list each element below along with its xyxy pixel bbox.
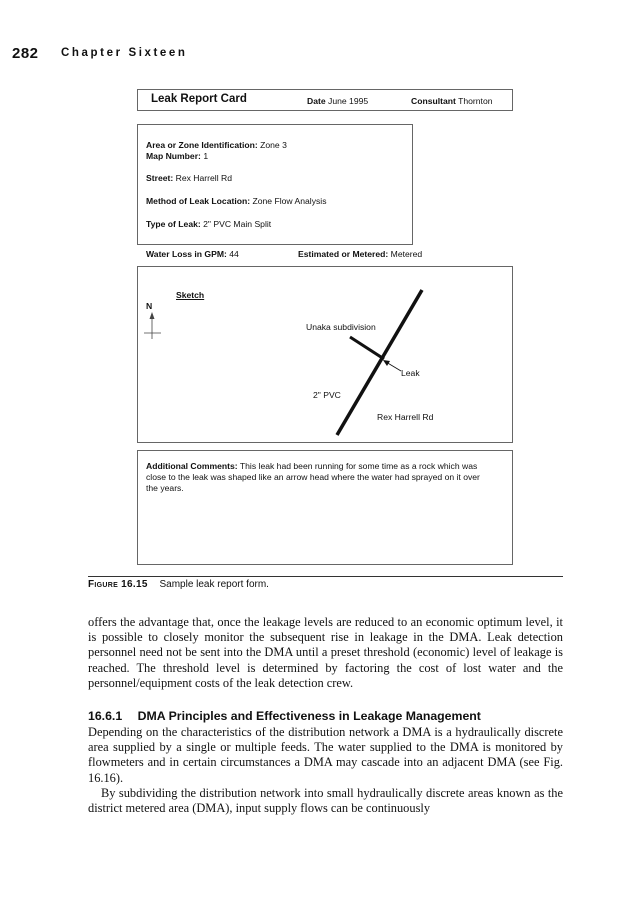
street-label: Street: [146,173,174,183]
body-paragraph-2 [88,725,563,816]
chapter-title: Chapter Sixteen [61,47,188,59]
comments-line-1 [146,461,477,472]
paragraph-1: offers the advantage that, once the leakage levels are reduced to an economic optimum level, it is possible to closely monitor the subsequent rise in leakage in the DMA. Leak detection personnel need not be sent into the DMA until a preset threshold (economic) level of leakage is reached. The threshold level is determined by factoring the cost of lost water and the personnel/equipment costs of the leak detection crew. [88,615,563,690]
type-label: Type of Leak: [146,219,201,229]
estimated-field [298,249,422,260]
consultant-field [411,96,493,107]
map-number-field [146,151,208,162]
pvc-label: 2" PVC [313,390,341,400]
sketch-box [137,266,513,443]
type-value: 2" PVC Main Split [203,219,272,229]
section-title: DMA Principles and Effectiveness in Leakage Management [137,709,481,723]
method-field [146,196,327,207]
water-loss-value: 44 [229,249,239,259]
paragraph-2: Depending on the characteristics of the distribution network a DMA is a hydraulically discrete area supplied by a single or multiple feeds. The water supplied to the DMA is monitored by flowmeters and in certain circumstances a DMA may cascade into an adjacent DMA (see Fig. 16.16). [88,725,563,785]
leak-arrowhead [383,360,390,366]
type-field [146,219,271,230]
street-value: Rex Harrell Rd [175,173,232,183]
body-paragraph-1 [88,615,563,691]
figure-label: Figure 16.15 [88,579,148,590]
pipe-sketch [138,267,514,444]
date-label: Date [307,96,326,106]
estimated-value: Metered [390,249,423,259]
figure-rule [88,576,563,577]
sketch-title: Sketch [176,290,205,300]
road-label: Rex Harrell Rd [377,412,434,422]
map-number-value: 1 [203,151,209,161]
date-field [307,96,368,107]
comments-text-1: This leak had been running for some time as a rock which was [239,461,478,471]
comments-box [137,450,513,565]
leak-label: Leak [401,368,420,378]
unaka-label: Unaka subdivision [306,322,376,332]
area-field [146,140,287,151]
unaka-branch-line [350,337,384,359]
comments-line-3: the years. [146,483,184,493]
form-title-bar [137,89,513,111]
section-number: 16.6.1 [88,709,123,723]
north-label: N [146,301,153,311]
consultant-label: Consultant [411,96,456,106]
date-value: June 1995 [328,96,369,106]
figure-caption-text: Sample leak report form. [159,579,269,590]
map-number-label: Map Number: [146,151,201,161]
page-number: 282 [12,45,39,62]
method-label: Method of Leak Location: [146,196,251,206]
comments-label: Additional Comments: [146,461,238,471]
details-box [137,124,413,245]
paragraph-3: By subdividing the distribution network into small hydraulically discrete areas known as the district metered area (DMA), input supply flows can be continuously [88,785,563,816]
section-heading [88,709,481,723]
estimated-label: Estimated or Metered: [298,249,389,259]
comments-line-2: close to the leak was shaped like an arrow head where the water had sprayed on it over [146,472,480,482]
figure-caption [88,579,269,590]
consultant-value: Thornton [458,96,493,106]
water-loss-label: Water Loss in GPM: [146,249,227,259]
area-label: Area or Zone Identification: [146,140,258,150]
area-value: Zone 3 [260,140,287,150]
street-field [146,173,232,184]
method-value: Zone Flow Analysis [252,196,327,206]
form-title: Leak Report Card [151,93,247,105]
water-loss-field [146,249,239,260]
